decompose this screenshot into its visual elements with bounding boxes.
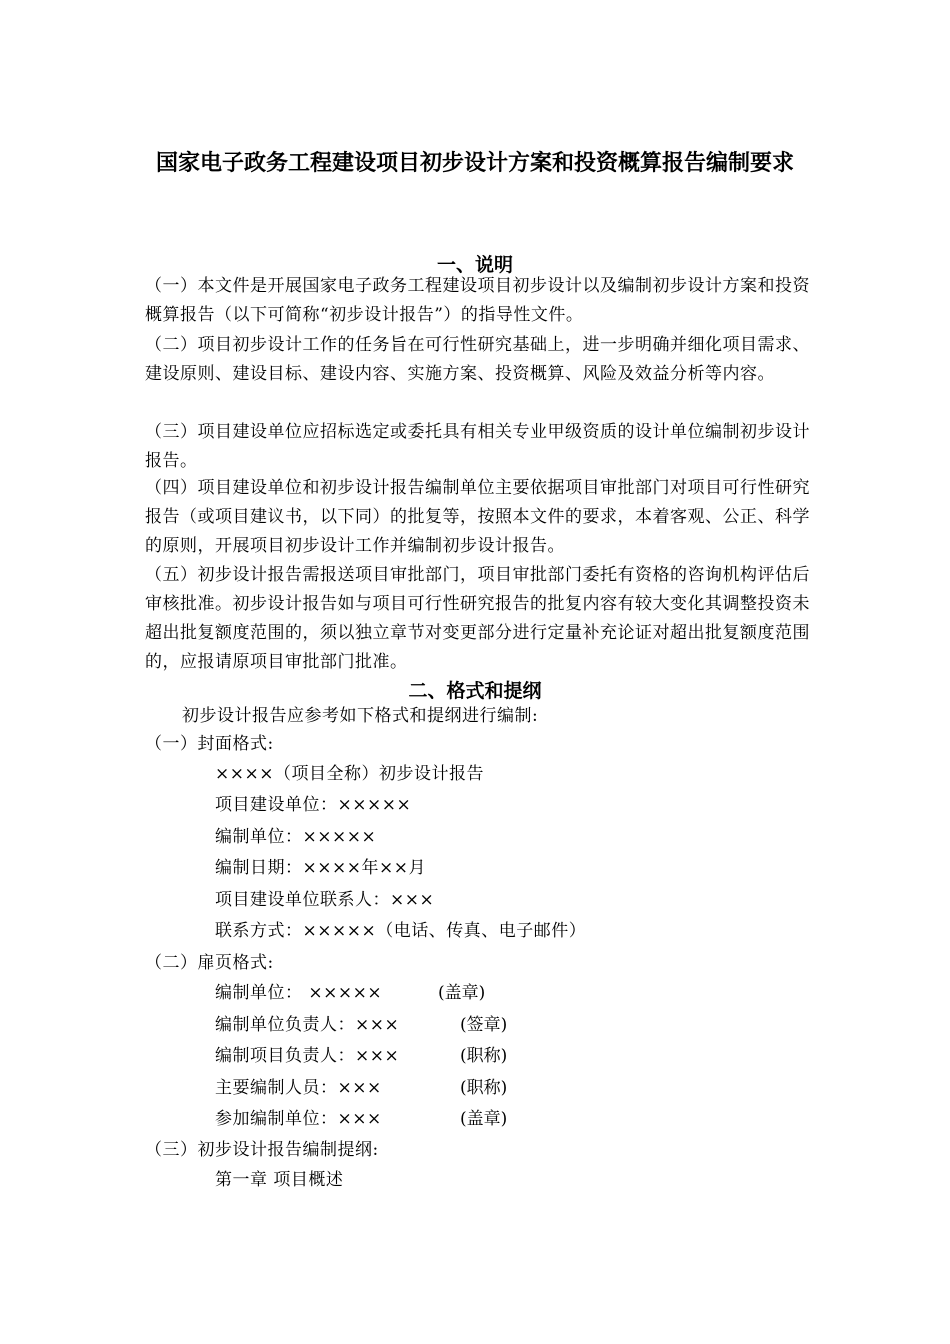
title-page-note-seal: (盖章) — [438, 983, 486, 1003]
section-heading-format: 二、格式和提纲 — [408, 680, 542, 702]
outline-chapter-1: 第一章 项目概述 — [215, 1170, 344, 1190]
paragraph-1: （一）本文件是开展国家电子政务工程建设项目初步设计以及编制初步设计方案和投资概算报告（以下可简称“初步设计报告”）的指导性文件。 — [145, 276, 810, 325]
cover-line-title: ××××（项目全称）初步设计报告 — [215, 764, 484, 784]
title-page-note-seal-2: (盖章) — [460, 1109, 508, 1129]
title-page-format-label: （二）扉页格式: — [145, 953, 274, 973]
paragraph-3: （三）项目建设单位应招标选定或委托具有相关专业甲级资质的设计单位编制初步设计报告。 — [145, 422, 810, 471]
paragraph-5: （五）初步设计报告需报送项目审批部门，项目审批部门委托有资格的咨询机构评估后审核批准。初步设计报告如与项目可行性研究报告的批复内容有较大变化其调整投资未超出批复额度范围的，须以独立章节对变更部分进行定量补充论证对超出批复额度范围的，应报请原项目审批部门批准。 — [145, 565, 810, 672]
paragraph-2: （二）项目初步设计工作的任务旨在可行性研究基础上，进一步明确并细化项目需求、建设原则、建设目标、建设内容、实施方案、投资概算、风险及效益分析等内容。 — [145, 335, 810, 384]
title-page-note-signature: (签章) — [460, 1015, 508, 1035]
cover-line-contact: 项目建设单位联系人：××× — [215, 890, 435, 910]
title-page-row-participant: 参加编制单位：××× — [215, 1109, 382, 1129]
cover-format-label: （一）封面格式: — [145, 734, 274, 754]
document-title: 国家电子政务工程建设项目初步设计方案和投资概算报告编制要求 — [155, 151, 794, 176]
section-heading-explanation: 一、说明 — [436, 254, 513, 276]
title-page-note-title-2: (职称) — [460, 1078, 508, 1098]
paragraph-4: （四）项目建设单位和初步设计报告编制单位主要依据项目审批部门对项目可行性研究报告（或项目建议书，以下同）的批复等，按照本文件的要求，本着客观、公正、科学的原则，开展项目初步设计工作并编制初步设计报告。 — [145, 478, 810, 556]
cover-line-date: 编制日期：××××年××月 — [215, 858, 426, 878]
title-page-row-project-head: 编制项目负责人：××× — [215, 1046, 400, 1066]
title-page-row-editor-head: 编制单位负责人：××× — [215, 1015, 400, 1035]
title-page-row-main-staff: 主要编制人员：××× — [215, 1078, 382, 1098]
title-page-row-editor: 编制单位： ××××× — [215, 983, 383, 1003]
cover-line-editor: 编制单位：××××× — [215, 827, 377, 847]
title-page-note-title-1: (职称) — [460, 1046, 508, 1066]
format-intro: 初步设计报告应参考如下格式和提纲进行编制: — [182, 706, 539, 726]
cover-line-phone: 联系方式：×××××（电话、传真、电子邮件） — [215, 921, 587, 941]
outline-label: （三）初步设计报告编制提纲: — [145, 1140, 379, 1160]
cover-line-builder: 项目建设单位：××××× — [215, 795, 412, 815]
